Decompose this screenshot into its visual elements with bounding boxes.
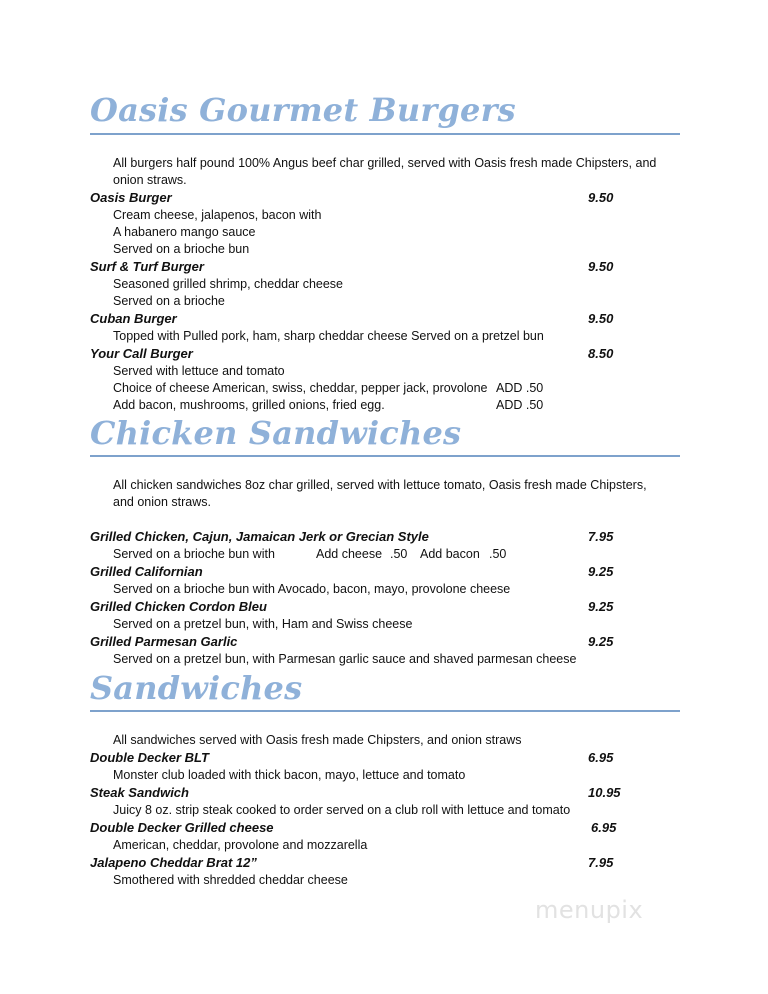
option-label: Add cheese xyxy=(316,547,383,561)
addon-price: ADD .50 xyxy=(496,398,544,412)
item-name: Steak Sandwich xyxy=(90,785,189,800)
chicken-intro-line: and onion straws. xyxy=(113,495,211,509)
item-price: 6.95 xyxy=(588,750,614,765)
item-description: Smothered with shredded cheddar cheese xyxy=(113,873,348,887)
chicken-heading: Chicken Sandwiches xyxy=(90,414,462,452)
sandwiches-divider xyxy=(90,710,680,712)
item-description: Served on a pretzel bun, with, Ham and Swiss cheese xyxy=(113,617,413,631)
item-name: Grilled Parmesan Garlic xyxy=(90,634,238,649)
item-name: Grilled Chicken, Cajun, Jamaican Jerk or Grecian Style xyxy=(90,529,429,544)
addon-price: ADD .50 xyxy=(496,381,544,395)
menupix-watermark: menupix xyxy=(535,896,644,924)
option-price: .50 xyxy=(390,547,408,561)
item-name: Oasis Burger xyxy=(90,190,172,205)
item-description: Served on a brioche bun xyxy=(113,242,250,256)
item-name: Grilled Californian xyxy=(90,564,203,579)
item-price: 9.50 xyxy=(588,190,614,205)
item-description: Served on a brioche bun with xyxy=(113,547,275,561)
burgers-intro-line: onion straws. xyxy=(113,173,187,187)
item-name: Double Decker BLT xyxy=(90,750,209,765)
item-name: Double Decker Grilled cheese xyxy=(90,820,274,835)
item-price: 10.95 xyxy=(588,785,621,800)
item-price: 8.50 xyxy=(588,346,614,361)
item-price: 7.95 xyxy=(588,529,614,544)
option-label: Add bacon xyxy=(420,547,480,561)
item-name: Jalapeno Cheddar Brat 12” xyxy=(90,855,257,870)
burgers-divider xyxy=(90,133,680,135)
item-description: Juicy 8 oz. strip steak cooked to order served on a club roll with lettuce and tomato xyxy=(113,803,571,817)
item-price: 6.95 xyxy=(591,820,617,835)
chicken-divider xyxy=(90,455,680,457)
item-description: Add bacon, mushrooms, grilled onions, fried egg. xyxy=(113,398,385,412)
item-description: Cream cheese, jalapenos, bacon with xyxy=(113,208,322,222)
item-description: Served with lettuce and tomato xyxy=(113,364,285,378)
chicken-intro-line: All chicken sandwiches 8oz char grilled, served with lettuce tomato, Oasis fresh made Chipsters, xyxy=(113,478,647,492)
item-description: Served on a brioche xyxy=(113,294,225,308)
item-price: 9.25 xyxy=(588,599,614,614)
item-description: Topped with Pulled pork, ham, sharp cheddar cheese Served on a pretzel bun xyxy=(113,329,544,343)
item-name: Surf & Turf Burger xyxy=(90,259,204,274)
item-description: Seasoned grilled shrimp, cheddar cheese xyxy=(113,277,343,291)
item-name: Grilled Chicken Cordon Bleu xyxy=(90,599,267,614)
burgers-heading: Oasis Gourmet Burgers xyxy=(90,91,516,129)
item-price: 9.25 xyxy=(588,564,614,579)
item-name: Your Call Burger xyxy=(90,346,193,361)
sandwiches-intro-line: All sandwiches served with Oasis fresh made Chipsters, and onion straws xyxy=(113,733,522,747)
item-description: Choice of cheese American, swiss, cheddar, pepper jack, provolone xyxy=(113,381,488,395)
item-price: 7.95 xyxy=(588,855,614,870)
item-price: 9.50 xyxy=(588,259,614,274)
item-description: Served on a pretzel bun, with Parmesan garlic sauce and shaved parmesan cheese xyxy=(113,652,577,666)
item-price: 9.50 xyxy=(588,311,614,326)
item-description: Served on a brioche bun with Avocado, bacon, mayo, provolone cheese xyxy=(113,582,511,596)
item-name: Cuban Burger xyxy=(90,311,177,326)
item-description: American, cheddar, provolone and mozzarella xyxy=(113,838,368,852)
burgers-intro-line: All burgers half pound 100% Angus beef char grilled, served with Oasis fresh made Chipsters, and xyxy=(113,156,657,170)
item-description: Monster club loaded with thick bacon, mayo, lettuce and tomato xyxy=(113,768,466,782)
option-price: .50 xyxy=(489,547,507,561)
item-description: A habanero mango sauce xyxy=(113,225,256,239)
item-price: 9.25 xyxy=(588,634,614,649)
sandwiches-heading: Sandwiches xyxy=(90,669,303,707)
